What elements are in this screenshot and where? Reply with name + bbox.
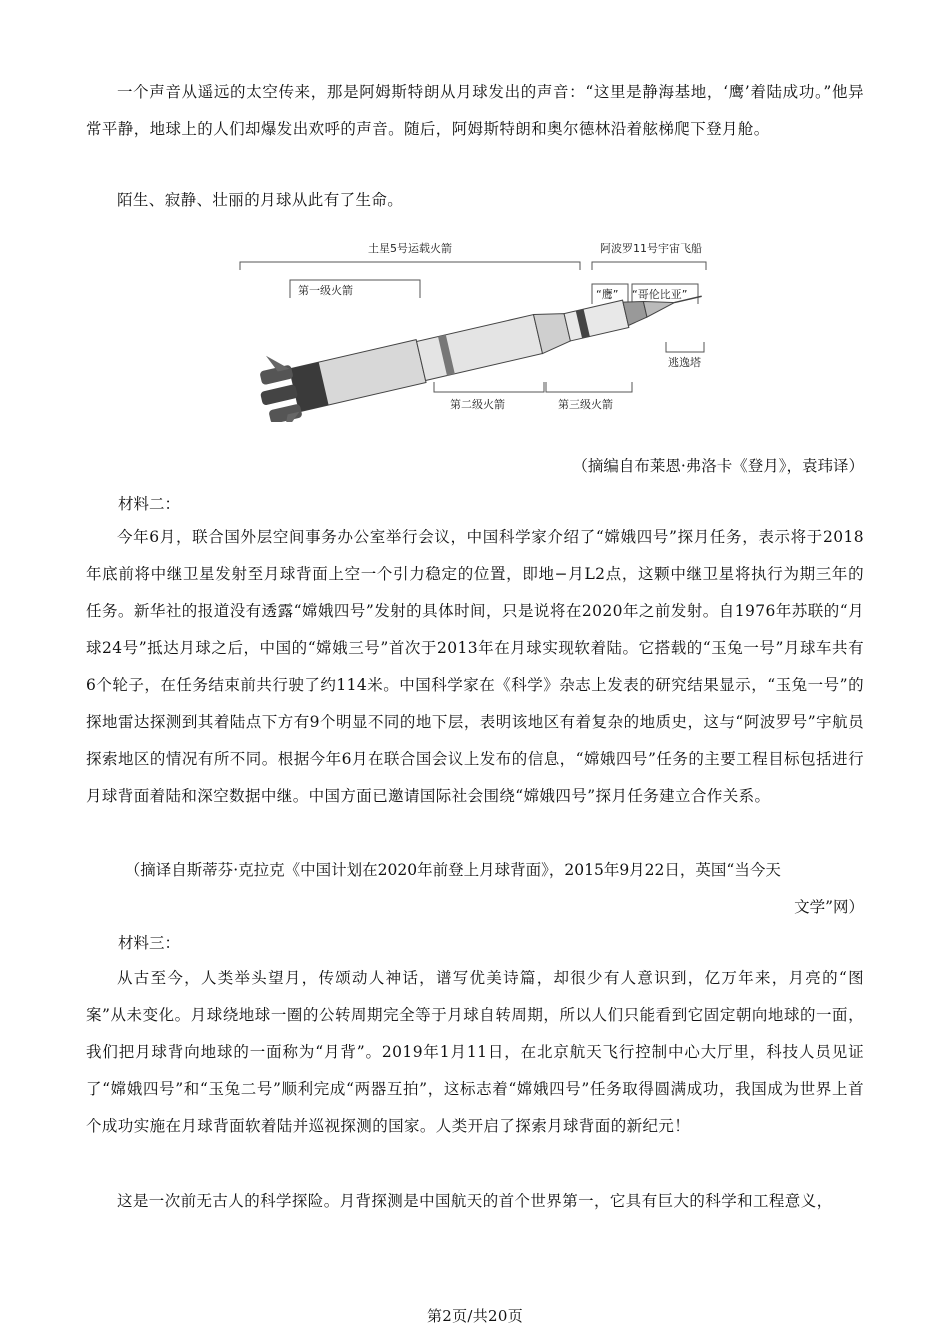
heading-material-three: 材料三： (118, 934, 181, 952)
source-citation-2: （摘译自斯蒂芬·克拉克《中国计划在2020年前登上月球背面》，2015年9月22日，英国“当今天 (124, 861, 781, 879)
label-stage-three: 第三级火箭 (558, 398, 613, 411)
page-number: 第2页/共20页 (426, 1307, 524, 1325)
paragraph-moon-life: 陌生、寂静、壮丽的月球从此有了生命。 (117, 191, 404, 209)
paragraph-chang-e-four-plan: 今年6月，联合国外层空间事务办公室举行会议，中国科学家介绍了“嫦娥四号”探月任务，表示将于2018年底前将中继卫星发射至月球背面上空一个引力稳定的位置，即地−月L2点，这颗中继卫星将执行为期三年的任务。新华社的报道没有透露“嫦娥四号”发射的具体时间，只是说将在2020年之前发射。自1976年苏联的“月球24号”抵达月球之后，中国的“嫦娥三号”首次于2013年在月球实现软着陆。它搭载的“玉兔一号”月球车共有6个轮子，在任务结束前共行驶了约114米。中国科学家在《科学》杂志上发表的研究结果显示，“玉兔一号”的探地雷达探测到其着陆点下方有9个明显不同的地下层，表明该地区有着复杂的地质史，这与“阿波罗号”宇航员探索地区的情况有所不同。根据今年6月在联合国会议上发布的信息，“嫦娥四号”任务的主要工程目标包括进行月球背面着陆和深空数据中继。中国方面已邀请国际社会围绕“嫦娥四号”探月任务建立合作关系。 (86, 528, 864, 805)
paragraph-moon-landing: 一个声音从遥远的太空传来，那是阿姆斯特朗从月球发出的声音：“这里是静海基地，‘鹰’着陆成功。”他异常平静，地球上的人们却爆发出欢呼的声音。随后，阿姆斯特朗和奥尔德林沿着舷梯爬下登月舱。 (86, 83, 864, 138)
paragraph-moon-far-side: 从古至今，人类举头望月，传颂动人神话，谱写优美诗篇，却很少有人意识到，亿万年来，月亮的“图案”从未变化。月球绕地球一圈的公转周期完全等于月球自转周期，所以人们只能看到它固定朝向地球的一面，我们把月球背向地球的一面称为“月背”。2019年1月11日，在北京航天飞行控制中心大厅里，科技人员见证了“嫦娥四号”和“玉兔二号”顺利完成“两器互拍”，这标志着“嫦娥四号”任务取得圆满成功，我国成为世界上首个成功实施在月球背面软着陆并巡视探测的国家。人类开启了探索月球背面的新纪元！ (86, 969, 864, 1135)
label-eagle: “鹰” (596, 288, 619, 301)
paragraph-science-exploration: 这是一次前无古人的科学探险。月背探测是中国航天的首个世界第一，它具有巨大的科学和工程意义， (117, 1192, 833, 1210)
label-escape-tower: 逃逸塔 (668, 356, 701, 369)
label-stage-two: 第二级火箭 (450, 398, 505, 411)
label-columbia: “哥伦比亚” (632, 288, 688, 301)
label-apollo-craft: 阿波罗11号宇宙飞船 (600, 242, 702, 255)
source-citation-1: （摘编自布莱恩·弗洛卡《登月》，袁玮译） (572, 457, 864, 475)
label-saturn-rocket: 土星5号运载火箭 (368, 242, 452, 255)
heading-material-two: 材料二： (118, 495, 181, 513)
saturn-v-diagram (228, 232, 718, 422)
label-stage-one: 第一级火箭 (298, 284, 353, 297)
source-citation-2-cont: 文学”网） (794, 898, 864, 916)
rocket-figure (228, 232, 718, 422)
